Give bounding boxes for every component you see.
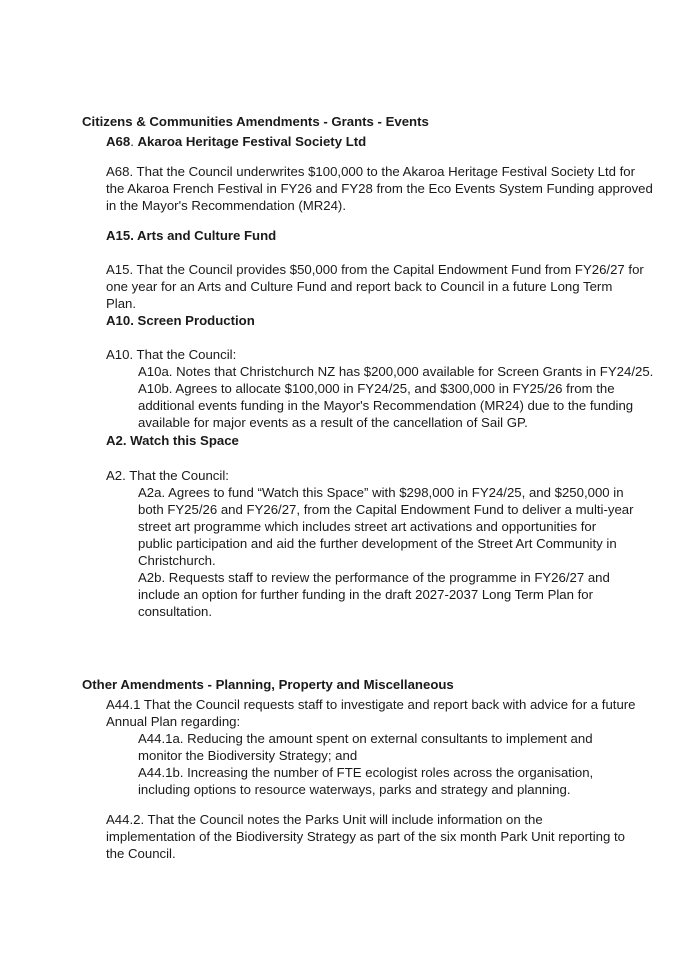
sub-item-line: A44.1a. Reducing the amount spent on external consultants to implement and: [138, 731, 593, 746]
item-title-a68: [106, 133, 366, 150]
paragraph-line: A2. That the Council:: [106, 468, 229, 483]
sub-item-line: Christchurch.: [138, 553, 216, 568]
sub-item-line: A2b. Requests staff to review the performance of the programme in FY26/27 and: [138, 570, 610, 585]
paragraph-line: A15. That the Council provides $50,000 from the Capital Endowment Fund from FY26/27 for: [106, 262, 644, 277]
item-title-a10: A10. Screen Production: [106, 313, 255, 328]
sub-item-line: available for major events as a result of the cancellation of Sail GP.: [138, 415, 528, 430]
sub-item-line: monitor the Biodiversity Strategy; and: [138, 748, 358, 763]
sub-item-line: additional events funding in the Mayor's Recommendation (MR24) due to the funding: [138, 398, 634, 413]
sub-item-line: A10a. Notes that Christchurch NZ has $200,000 available for Screen Grants in FY24/25.: [138, 364, 654, 379]
paragraph-line: A44.1 That the Council requests staff to investigate and report back with advice for a future: [106, 697, 636, 712]
sub-item-line: A10b. Agrees to allocate $100,000 in FY24/25, and $300,000 in FY25/26 from the: [138, 381, 615, 396]
item-code-a68: A68: [106, 134, 131, 149]
paragraph-line: A44.2. That the Council notes the Parks Unit will include information on the: [106, 812, 543, 827]
paragraph-line: the Council.: [106, 846, 176, 861]
item-title-a15: A15. Arts and Culture Fund: [106, 228, 277, 243]
sub-item-line: consultation.: [138, 604, 213, 619]
paragraph-line: A68. That the Council underwrites $100,000 to the Akaroa Heritage Festival Society Ltd for: [106, 164, 636, 179]
paragraph-line: one year for an Arts and Culture Fund and report back to Council in a future Long Term: [106, 279, 613, 294]
item-title-a2: A2. Watch this Space: [106, 433, 239, 448]
sub-item-line: A2a. Agrees to fund “Watch this Space” with $298,000 in FY24/25, and $250,000 in: [138, 485, 624, 500]
section-heading-grants-events: Citizens & Communities Amendments - Grants - Events: [82, 114, 429, 129]
sub-item-line: A44.1b. Increasing the number of FTE ecologist roles across the organisation,: [138, 765, 594, 780]
paragraph-line: the Akaroa French Festival in FY26 and FY28 from the Eco Events System Funding approved: [106, 181, 653, 196]
section-heading-other-amendments: Other Amendments - Planning, Property and Miscellaneous: [82, 677, 454, 692]
sub-item-line: both FY25/26 and FY26/27, from the Capital Endowment Fund to deliver a multi-year: [138, 502, 634, 517]
paragraph-line: Plan.: [106, 296, 137, 311]
sub-item-line: public participation and aid the further development of the Street Art Community in: [138, 536, 617, 551]
sub-item-line: street art programme which includes street art activations and opportunities for: [138, 519, 597, 534]
paragraph-line: A10. That the Council:: [106, 347, 237, 362]
paragraph-line: in the Mayor's Recommendation (MR24).: [106, 198, 346, 213]
sub-item-line: including options to resource waterways, parks and strategy and planning.: [138, 782, 571, 797]
sub-item-line: include an option for further funding in the draft 2027-2037 Long Term Plan for: [138, 587, 594, 602]
item-name-a68: Akaroa Heritage Festival Society Ltd: [137, 134, 367, 149]
paragraph-line: implementation of the Biodiversity Strategy as part of the six month Park Unit reporting to: [106, 829, 625, 844]
item-separator-a68: .: [130, 134, 138, 149]
paragraph-line: Annual Plan regarding:: [106, 714, 241, 729]
